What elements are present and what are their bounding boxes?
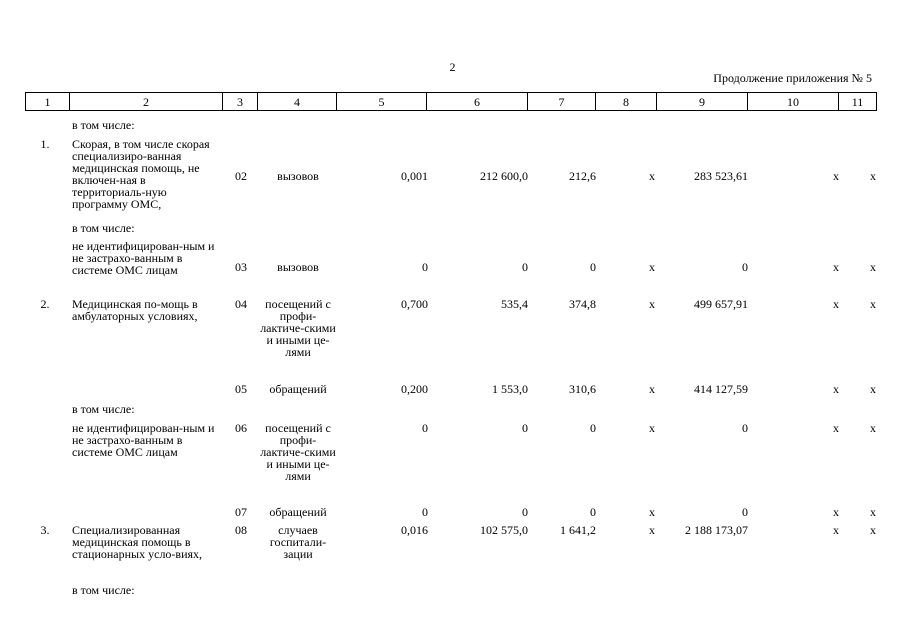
row-col6: 0	[522, 260, 528, 274]
row-label: Медицинская по-мощь в амбулаторных условиях,	[72, 297, 198, 323]
row-col8: х	[649, 421, 655, 435]
row-label: в том числе:	[72, 118, 135, 132]
row-col10: х	[833, 505, 839, 519]
continuation-note: Продолжение приложения № 5	[713, 71, 872, 85]
row-col10: х	[833, 382, 839, 396]
row-col7: 212,6	[569, 169, 596, 183]
column-header-3: 3	[223, 93, 258, 111]
column-header-8: 8	[596, 93, 657, 111]
row-col8: х	[649, 297, 655, 311]
row-col11: х	[870, 505, 876, 519]
row-col10: х	[833, 297, 839, 311]
row-col7: 1 641,2	[560, 523, 596, 537]
row-unit: посещений с профи-лактиче-скими и иными це-лями	[260, 421, 336, 483]
row-number: 3.	[40, 523, 50, 537]
row-col11: х	[870, 382, 876, 396]
row-col5: 0,700	[401, 297, 428, 311]
row-number: 1.	[40, 137, 50, 151]
row-label: в том числе:	[72, 221, 135, 235]
row-col8: х	[649, 523, 655, 537]
column-header-7: 7	[528, 93, 596, 111]
row-unit: посещений с профи-лактиче-скими и иными це-лями	[260, 297, 336, 359]
row-code: 08	[235, 523, 247, 537]
column-header-11: 11	[839, 93, 877, 111]
column-header-4: 4	[258, 93, 337, 111]
row-col6: 0	[522, 505, 528, 519]
row-col7: 0	[590, 421, 596, 435]
row-unit: случаев госпитали-зации	[269, 523, 327, 561]
row-col11: х	[870, 260, 876, 274]
row-col5: 0	[422, 260, 428, 274]
row-col9: 499 657,91	[694, 297, 748, 311]
row-col9: 0	[742, 421, 748, 435]
row-col9: 414 127,59	[694, 382, 748, 396]
row-unit: обращений	[269, 382, 327, 396]
row-number: 2.	[40, 297, 50, 311]
row-code: 07	[235, 505, 247, 519]
row-col8: х	[649, 169, 655, 183]
row-col10: х	[833, 260, 839, 274]
row-code: 02	[235, 169, 247, 183]
row-col7: 374,8	[569, 297, 596, 311]
row-col9: 0	[742, 505, 748, 519]
row-col10: х	[833, 169, 839, 183]
row-col11: х	[870, 523, 876, 537]
row-col7: 0	[590, 505, 596, 519]
row-col8: х	[649, 260, 655, 274]
row-label: Специализированная медицинская помощь в стационарных усло-виях,	[72, 523, 203, 561]
row-label: не идентифицирован-ным и не застрахо-ванным в системе ОМС лицам	[72, 239, 215, 277]
row-col8: х	[649, 382, 655, 396]
row-col8: х	[649, 505, 655, 519]
row-code: 03	[235, 260, 247, 274]
row-code: 05	[235, 382, 247, 396]
row-col9: 0	[742, 260, 748, 274]
column-header-10: 10	[748, 93, 839, 111]
row-col11: х	[870, 421, 876, 435]
row-col11: х	[870, 297, 876, 311]
row-col5: 0,200	[401, 382, 428, 396]
column-header-2: 2	[70, 93, 223, 111]
row-col6: 535,4	[501, 297, 528, 311]
page-number: 2	[449, 60, 456, 74]
row-col5: 0,001	[401, 169, 428, 183]
row-label: Скорая, в том числе скорая специализиро-ванная медицинская помощь, не включен-ная в территориаль-ную программу ОМС,	[72, 137, 210, 211]
row-col10: х	[833, 421, 839, 435]
row-unit: обращений	[269, 505, 327, 519]
row-col7: 310,6	[569, 382, 596, 396]
column-header-5: 5	[337, 93, 427, 111]
column-number-header	[25, 92, 877, 111]
row-col6: 212 600,0	[480, 169, 528, 183]
row-col11: х	[870, 169, 876, 183]
row-col9: 283 523,61	[694, 169, 748, 183]
column-header-6: 6	[427, 93, 528, 111]
row-label: в том числе:	[72, 402, 135, 416]
column-header-1: 1	[26, 93, 70, 111]
row-code: 06	[235, 421, 247, 435]
row-col6: 1 553,0	[492, 382, 528, 396]
row-unit: вызовов	[277, 260, 319, 274]
row-col5: 0,016	[401, 523, 428, 537]
row-code: 04	[235, 297, 247, 311]
row-label: в том числе:	[72, 583, 135, 597]
column-header-9: 9	[657, 93, 748, 111]
row-col5: 0	[422, 421, 428, 435]
row-label: не идентифицирован-ным и не застрахо-ванным в системе ОМС лицам	[72, 421, 215, 459]
row-col6: 102 575,0	[480, 523, 528, 537]
row-col10: х	[833, 523, 839, 537]
row-col5: 0	[422, 505, 428, 519]
row-col6: 0	[522, 421, 528, 435]
row-unit: вызовов	[277, 169, 319, 183]
row-col7: 0	[590, 260, 596, 274]
row-col9: 2 188 173,07	[685, 523, 748, 537]
